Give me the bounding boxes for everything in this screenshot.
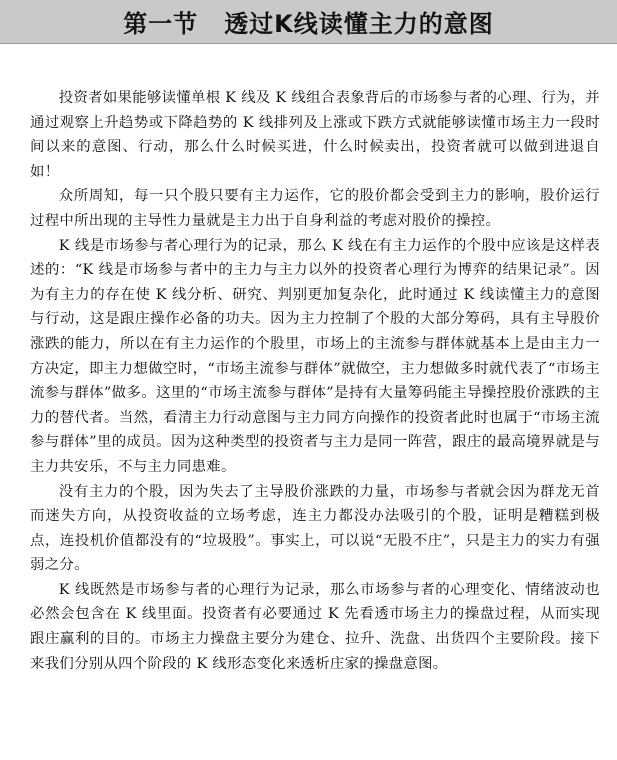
paragraph-2: 众所周知，每一只个股只要有主力运作，它的股价都会受到主力的影响，股价运行过程中所出现的主导性力量就是主力出于自身利益的考虑对股价的操控。 [30,188,600,229]
section-title [123,4,494,39]
paragraph-1: 投资者如果能够读懂单根 K 线及 K 线组合表象背后的市场参与者的心理、行为，并通过观察上升趋势或下降趋势的 K 线排列及上涨或下跌方式就能够读懂市场主力一段时间以来的意图、行动，那么什么时候买进，什么时候卖出，投资者就可以做到进退自如！ [30,90,600,180]
paragraph-5: K 线既然是市场参与者的心理行为记录，那么市场参与者的心理变化、情绪波动也必然会包含在 K 线里面。投资者有必要通过 K 先看透市场主力的操盘过程，从而实现跟庄赢利的目的。市场主力操盘主要分为建仓、拉升、洗盘、出货四个主要阶段。接下来我们分别从四个阶段的 K 线形态变化来透析庄家的操盘意图。 [30,581,600,672]
section-heading: 透过K线读懂主力的意图 [224,10,494,38]
section-body [30,86,600,676]
section-number: 第一节 [123,10,199,38]
section-title-bar [0,0,617,44]
paragraph-3: K 线是市场参与者心理行为的记录，那么 K 线在有主力运作的个股中应该是这样表述的：“K 线是市场参与者中的主力与主力以外的投资者心理行为博弈的结果记录”。因为有主力的存在使 K 线分析、研究、判别更加复杂化，此时通过 K 线读懂主力的意图与行动，这是跟庄操作必备的功夫。因为主力控制了个股的大部分筹码，具有主导股价涨跌的能力，所以在有主力运作的个股里，市场上的主流参与群体就基本上是由主力一方决定，即主力想做空时，“市场主流参与群体”就做空，主力想做多时就代表了“市场主流参与群体”做多。这里的“市场主流参与群体”是持有大量筹码能主导操控股价涨跌的主力的替代者。当然，看清主力行动意图与主力同方向操作的投资者此时也属于“市场主流参与群体”里的成员。因为这种类型的投资者与主力是同一阵营，跟庄的最高境界就是与主力共安乐，不与主力同患难。 [30,237,600,475]
paragraph-4: 没有主力的个股，因为失去了主导股价涨跌的力量，市场参与者就会因为群龙无首而迷失方向，从投资收益的立场考虑，连主力都没办法吸引的个股，证明是糟糕到极点，连投机价值都没有的“垃圾股”。事实上，可以说“无股不庄”，只是主力的实力有强弱之分。 [30,483,600,574]
